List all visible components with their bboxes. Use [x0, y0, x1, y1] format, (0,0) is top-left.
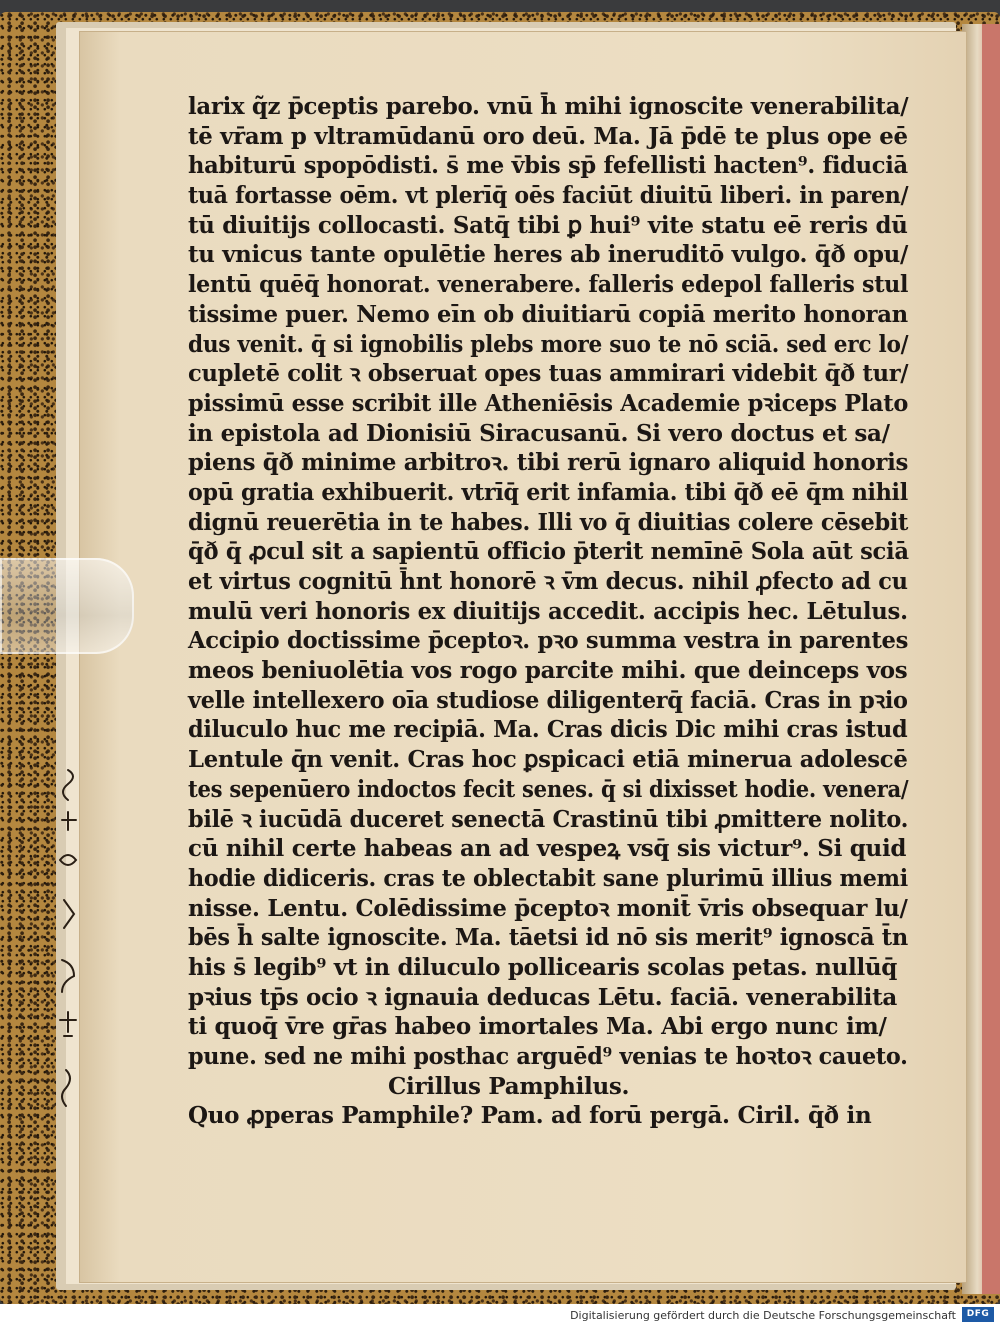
text-line: dus venit. q̄ si ignobilis plebs more suo te nō sciā. sed erc lo/ — [188, 330, 909, 358]
text-line: et virtus cognitū h̄nt honorē ꝛ v̄m decus. nihil ꝓfecto ad cu — [188, 568, 908, 595]
text-line: piens q̄ð minime arbitroꝛ. tibi rerū ignaro aliquid honoris — [188, 449, 909, 477]
text-line: Lentule q̄n venit. Cras hoc ꝑspicaci etiā minerua adolescē — [188, 746, 908, 774]
text-line: tes sepenūero indoctos fecit senes. q̄ si dixisset hodie. venera/ — [188, 775, 909, 803]
text-line: tū diuitijs collocasti. Satq̄ tibi ꝑ hui⁹ vite statu eē reris dū — [188, 211, 908, 239]
speaker-heading: Cirillus Pamphilus. — [388, 1072, 630, 1100]
dfg-logo[interactable]: DFG — [962, 1307, 994, 1322]
funding-credit: Digitalisierung gefördert durch die Deutsche Forschungsgemeinschaft — [570, 1309, 956, 1322]
text-line: pꝛius tp̄s ocio ꝛ ignauia deducas Lētu. faciā. venerabilita — [188, 983, 898, 1011]
text-line: Quo ꝓperas Pamphile? Pam. ad forū pergā. Ciril. q̄ð in — [188, 1102, 872, 1130]
binding-band — [982, 24, 1000, 1294]
text-line: habiturū spopōdisti. s̄ me v̄bis sp̄ fefellisti hacten⁹. fiduciā — [188, 152, 908, 180]
text-line: q̄ð q̄ ꝓcul sit a sapientū officio p̄terit nemīnē Sola aūt sciā — [188, 538, 909, 566]
footer-bar — [0, 1304, 1000, 1326]
text-line: hodie didiceris. cras te oblectabit sane plurimū illius memi — [188, 864, 908, 892]
text-line: tuā fortasse oēm. vt plerīq̄ oēs faciūt diuitū liberi. in paren/ — [188, 182, 909, 210]
text-line: Accipio doctissime p̄ceptoꝛ. pꝛo summa vestra in parentes — [188, 627, 909, 655]
margin-handwriting — [38, 760, 98, 1120]
text-line: his s̄ legib⁹ vt in diluculo pollicearis scolas petas. nullūq̄ — [188, 953, 898, 981]
glass-page-weight — [0, 558, 134, 654]
facing-page-edge — [962, 24, 1000, 1294]
text-line: tē vr̄am p vltramūdanū oro deū. Ma. Jā p̄dē te plus ope eē — [188, 122, 908, 150]
text-line: lentū quēq̄ honorat. venerabere. falleris edepol falleris stul — [188, 271, 909, 299]
text-line: larix q̃z p̄ceptis parebo. vnū h̄ mihi ignoscite venerabilita/ — [188, 93, 909, 120]
text-line: bilē ꝛ iucūdā duceret senectā Crastinū tibi ꝓmittere nolito. — [188, 805, 909, 833]
text-line: diluculo huc me recipiā. Ma. Cras dicis Dic mihi cras istud — [188, 716, 908, 744]
text-line: velle intellexero oīa studiose diligenterq̄ faciā. Cras in pꝛio — [188, 686, 908, 714]
text-line: pissimū esse scribit ille Atheniēsis Academie pꝛiceps Plato — [188, 389, 909, 417]
text-line: nisse. Lentu. Colēdissime p̄ceptoꝛ monit̄ v̄ris obsequar lu/ — [188, 894, 908, 922]
text-line: bēs h̄ salte ignoscite. Ma. tāetsi id nō sis merit⁹ ignoscā t̄n — [188, 924, 908, 952]
text-line: ti quoq̄ v̄re gr̄as habeo imortales Ma. Abi ergo nunc im/ — [188, 1013, 887, 1041]
text-line: tu vnicus tante opulētie heres ab ineruditō vulgo. q̄ð opu/ — [188, 241, 909, 269]
text-line: pune. sed ne mihi posthac arguēd⁹ venias te hoꝛtoꝛ caueto. — [188, 1043, 908, 1070]
text-line: meos beniuolētia vos rogo parcite mihi. que deinceps vos — [188, 657, 908, 685]
text-line: in epistola ad Dionisiū Siracusanū. Si vero doctus et sa/ — [188, 419, 890, 447]
text-line: mulū veri honoris ex diuitijs accedit. accipis hec. Lētulus. — [188, 597, 908, 625]
text-line: dignū reuerētia in te habes. Illi vo q̄ diuitias colere cēsebit — [188, 508, 909, 536]
text-line: tissime puer. Nemo eīn ob diuitiarū copiā merito honoran — [188, 300, 908, 328]
text-line: opū gratia exhibuerit. vtrīq̄ erit infamia. tibi q̄ð eē q̄m nihil — [188, 478, 908, 506]
page-text-block — [188, 92, 908, 1131]
text-line: cū nihil certe habeas an ad vespeꝝ vsq̄ sis victur⁹. Si quid — [188, 835, 907, 863]
text-line: cupletē colit ꝛ obseruat opes tuas ammirari videbit q̄ð tur/ — [188, 360, 909, 388]
